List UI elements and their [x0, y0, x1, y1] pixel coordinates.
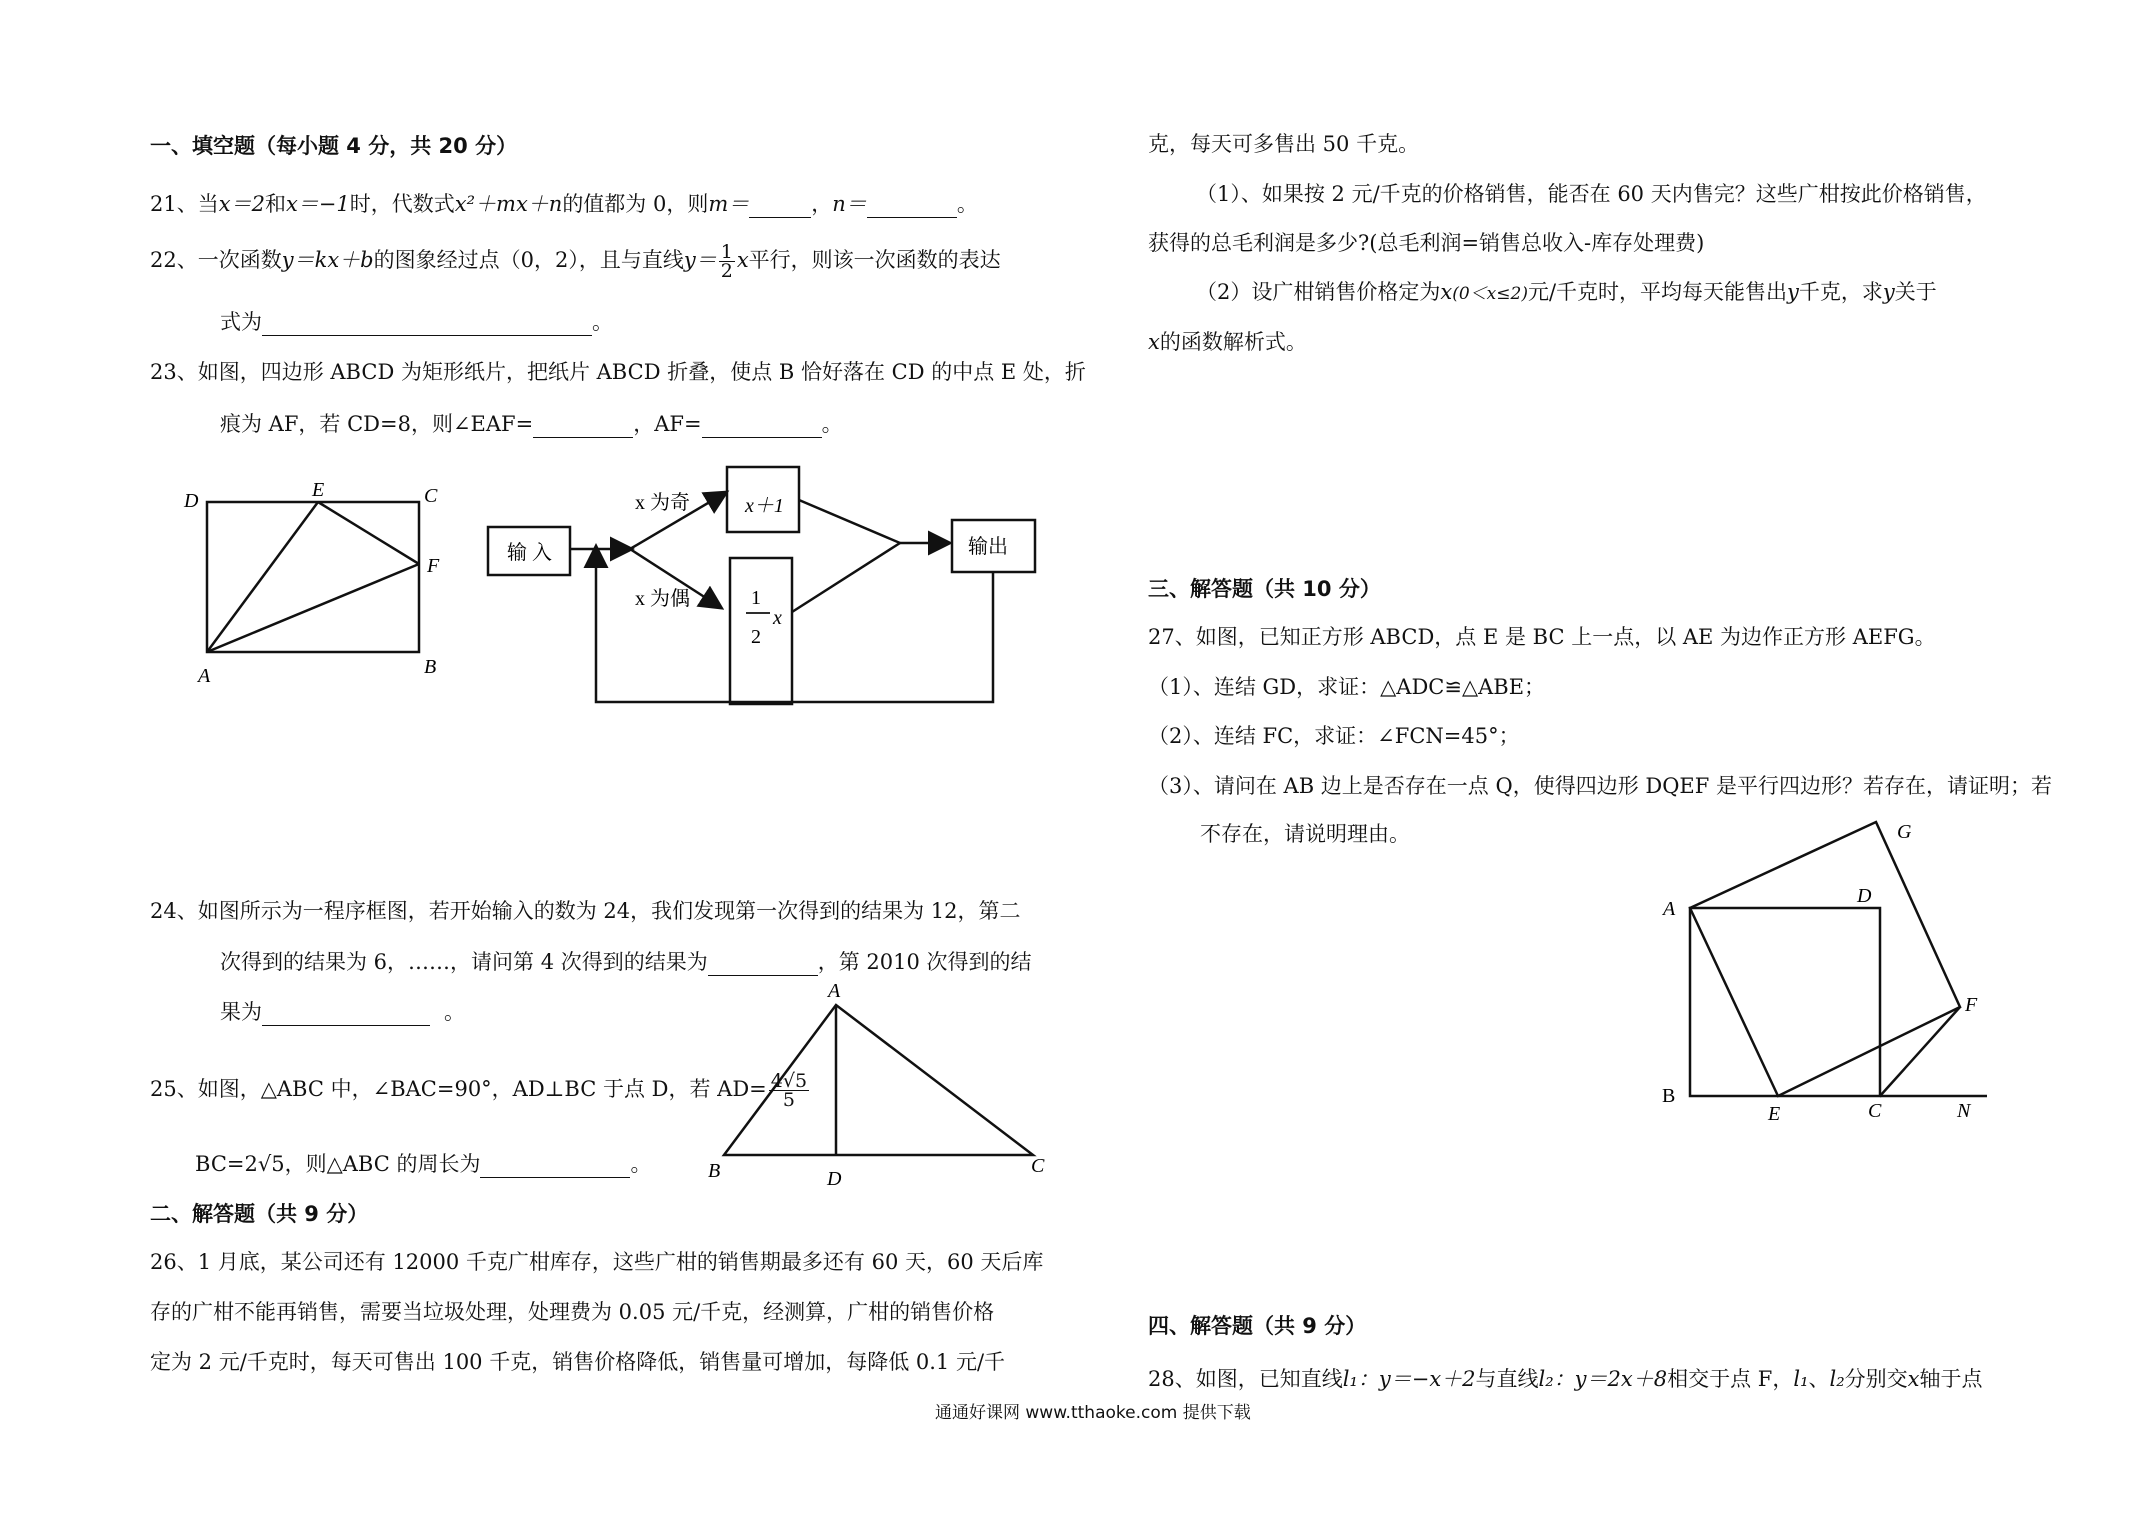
q25-ad-den: 5	[782, 1089, 795, 1111]
fig27-label-d: D	[1857, 885, 1872, 907]
question-26-line-2: 存的广柑不能再销售，需要当垃圾处理，处理费为 0.05 元/千克，经测算，广柑的销售价格	[150, 1300, 995, 1324]
question-27-part-2: （2）、连结 FC，求证：∠FCN=45°；	[1148, 724, 1520, 748]
fig25-label-a: A	[828, 980, 841, 1002]
question-27-part-3-line-2: 不存在，请说明理由。	[1200, 822, 1410, 846]
q21-x-eq-m1: x＝−1	[285, 192, 350, 216]
q22-line2-text: 式为	[220, 310, 262, 334]
q25-text-2: BC=2√5，则△ABC 的周长为	[195, 1152, 481, 1176]
q21-number: 21、	[150, 192, 198, 216]
flow-odd-label: x 为奇	[635, 492, 690, 514]
fig27-label-a: A	[1663, 898, 1676, 920]
flow-plus-label: x＋1	[745, 495, 784, 517]
q28-eq1: ：y＝−x＋2	[1357, 1367, 1476, 1391]
fig23-label-d: D	[184, 490, 199, 512]
q22-x: x	[736, 248, 749, 272]
section-1-heading: 一、填空题（每小题 4 分，共 20 分）	[150, 134, 518, 158]
q25-ad-num: 4√5	[770, 1070, 808, 1092]
flow-half-x: x	[773, 607, 782, 629]
q28-l1-b: l₁	[1793, 1367, 1809, 1391]
q28-l1: l₁	[1342, 1367, 1358, 1391]
q26p2-text-5: 的函数解析式。	[1159, 330, 1307, 354]
question-26-line-3: 定为 2 元/千克时，每天可售出 100 千克，销售价格降低，销售量可增加，每降低 0.1 元/千	[150, 1350, 1006, 1374]
q26p2-x: x	[1440, 280, 1453, 304]
flow-input-label: 输 入	[507, 542, 552, 564]
fig23-label-e: E	[312, 479, 325, 501]
q26p2-text-3: 千克，求	[1798, 280, 1883, 304]
fig27-label-e: E	[1768, 1103, 1781, 1125]
q28-l2-b: l₂	[1829, 1367, 1845, 1391]
q22-text-1: 一次函数	[197, 248, 282, 272]
question-24-line-1: 24、如图所示为一程序框图，若开始输入的数为 24，我们发现第一次得到的结果为 12，第二	[150, 899, 1021, 923]
fig25-label-c: C	[1031, 1155, 1045, 1177]
q21-end: 。	[956, 192, 978, 216]
q28-text-1: 28、如图，已知直线	[1148, 1367, 1343, 1391]
q21-text-2: 和	[264, 192, 286, 216]
q26p2-x-2: x	[1148, 330, 1160, 354]
q22-line-lhs: y＝	[683, 248, 717, 272]
q26p2-condition: (0＜x≤2)	[1452, 284, 1528, 304]
q22-frac-den: 2	[720, 260, 733, 282]
q26p2-text-2: 元/千克时，平均每天能售出	[1527, 280, 1788, 304]
q28-text-2: 与直线	[1475, 1367, 1539, 1391]
q22-text-3: 平行，则该一次函数的表达	[748, 248, 1001, 272]
fig27-square-aefg	[1690, 822, 1960, 1096]
q26p2-y-2: y	[1882, 280, 1895, 304]
q22-function: y＝kx＋b	[281, 248, 374, 272]
q26p2-y: y	[1787, 280, 1799, 304]
section-4-heading: 四、解答题（共 9 分）	[1148, 1314, 1367, 1338]
q24-text-b: ，第 2010 次得到的结	[817, 950, 1032, 974]
q23-end: 。	[821, 412, 843, 436]
q28-text-4: 、	[1808, 1367, 1830, 1391]
flow-output-label: 输出	[968, 536, 1008, 558]
q28-text-6: 轴于点	[1919, 1367, 1983, 1391]
q24-end: 。	[444, 1000, 465, 1024]
q21-separator: ，	[811, 192, 833, 216]
question-27-part-1: （1）、连结 GD，求证：△ADC≌△ABE；	[1148, 675, 1546, 699]
fig27-square-abcd	[1690, 908, 1880, 1096]
q28-text-3: 相交于点 F，	[1667, 1367, 1794, 1391]
q28-l2: l₂	[1538, 1367, 1554, 1391]
fig27-label-f: F	[1965, 994, 1978, 1016]
q26-continuation: 克，每天可多售出 50 千克。	[1148, 132, 1420, 156]
fig23-label-a: A	[198, 665, 211, 687]
q25-text: 25、如图，△ABC 中，∠BAC=90°，AD⊥BC 于点 D，若 AD=	[150, 1077, 767, 1101]
fig27-label-g: G	[1897, 821, 1912, 843]
flow-even-label: x 为偶	[635, 588, 690, 610]
q21-text-1: 当	[197, 192, 219, 216]
page-footer: 通通好课网 www.tthaoke.com 提供下载	[935, 1403, 1251, 1423]
fig27-label-n: N	[1957, 1100, 1971, 1122]
question-23-line-1: 23、如图，四边形 ABCD 为矩形纸片，把纸片 ABCD 折叠，使点 B 恰好落在 CD 的中点 E 处，折	[150, 360, 1086, 384]
q22-number: 22、	[150, 248, 198, 272]
q26-part-1-line-1: （1）、如果按 2 元/千克的价格销售，能否在 60 天内售完？这些广柑按此价格销售，	[1196, 182, 1987, 206]
fig27-label-c: C	[1868, 1100, 1882, 1122]
section-2-heading: 二、解答题（共 9 分）	[150, 1202, 369, 1226]
fig23-label-b: B	[424, 656, 437, 678]
q28-eq2: ：y＝2x＋8	[1553, 1367, 1668, 1391]
question-28	[1148, 1365, 1983, 1393]
q21-expression: x²＋mx＋n	[454, 192, 563, 216]
question-26-line-1: 26、1 月底，某公司还有 12000 千克广柑库存，这些广柑的销售期最多还有 60 天，60 天后库	[150, 1250, 1044, 1274]
q25-end: 。	[630, 1152, 652, 1176]
q28-x: x	[1907, 1367, 1920, 1391]
fig27-line-cf	[1880, 1007, 1960, 1096]
fig23-label-f: F	[427, 555, 440, 577]
fig25-label-d: D	[827, 1168, 842, 1190]
q23-text-a: 痕为 AF，若 CD=8，则∠EAF=	[220, 412, 534, 436]
q24-text-c: 果为	[220, 1000, 262, 1024]
flow-half-num: 1	[751, 587, 761, 609]
q26-part-1-line-2: 获得的总毛利润是多少?(总毛利润=销售总收入-库存处理费)	[1148, 231, 1705, 255]
q21-text-3: 时，代数式	[349, 192, 455, 216]
q22-frac-num: 1	[720, 241, 733, 263]
fig27-label-b: B	[1662, 1085, 1676, 1107]
q28-text-5: 分别交	[1844, 1367, 1908, 1391]
q23-text-b: ，AF=	[633, 412, 702, 436]
q24-text-a: 次得到的结果为 6，……，请问第 4 次得到的结果为	[220, 950, 708, 974]
q21-n-label: n＝	[832, 192, 867, 216]
q21-m-label: m＝	[708, 192, 750, 216]
q26p2-text-1: （2）设广柑销售价格定为	[1196, 280, 1441, 304]
q22-end: 。	[592, 310, 613, 334]
q22-text-2: 的图象经过点（0，2），且与直线	[373, 248, 684, 272]
question-27-part-3-line-1: （3）、请问在 AB 边上是否存在一点 Q，使得四边形 DQEF 是平行四边形？若存在，请证明；若	[1148, 774, 2053, 798]
fig23-label-c: C	[424, 485, 438, 507]
flow-half-den: 2	[751, 626, 761, 648]
section-3-heading: 三、解答题（共 10 分）	[1148, 577, 1381, 601]
q21-x-eq-2: x＝2	[218, 192, 265, 216]
q21-text-4: 的值都为 0，则	[562, 192, 709, 216]
fig25-label-b: B	[708, 1160, 721, 1182]
question-27: 27、如图，已知正方形 ABCD，点 E 是 BC 上一点，以 AE 为边作正方形 AEFG。	[1148, 625, 1936, 649]
q26p2-text-4: 关于	[1894, 280, 1937, 304]
